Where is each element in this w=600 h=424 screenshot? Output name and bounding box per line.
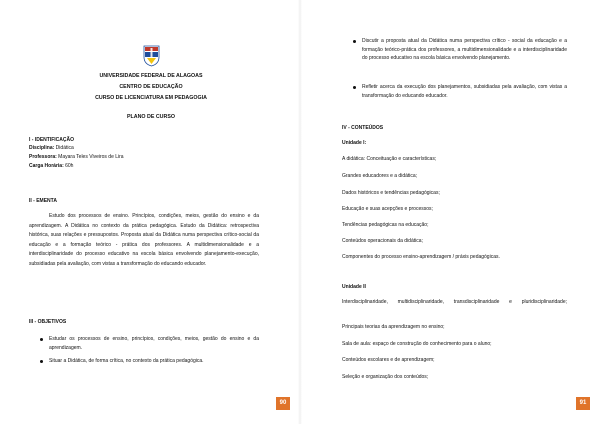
conteudo-item: Tendências pedagógicas na educação; — [342, 222, 429, 228]
unidade-2-title: Unidade II — [342, 284, 366, 290]
conteudo-item: Grandes educadores e a didática; — [342, 173, 418, 179]
conteudo-item: Componentes do processo ensino-aprendizagem / práxis pedagógicas. — [342, 254, 500, 260]
objetivos-heading: III - OBJETIVOS — [29, 319, 67, 325]
ufal-crest-icon — [143, 45, 160, 67]
right-page — [300, 0, 600, 424]
objetivo-item — [362, 83, 567, 100]
objetivo-item — [49, 335, 259, 352]
conteudo-item: Conteúdos escolares e de aprendizagem; — [342, 357, 435, 363]
institution-name: UNIVERSIDADE FEDERAL DE ALAGOAS — [99, 73, 203, 79]
bullet-icon — [40, 360, 43, 363]
conteudo-item: Interdisciplinaridade, multidisciplinaridade, transdisciplinaridade e pluridisciplinaridade; — [342, 299, 567, 305]
bullet-icon — [40, 338, 43, 341]
objetivo-item — [49, 357, 259, 366]
bullet-icon — [353, 40, 356, 43]
objetivo-text: Discutir a proposta atual da Didática numa perspectiva crítico - social da educação e a formação teórico-prática dos professores, a multidimensionalidade e a interdisciplinaridade do processo educativo na escola básica envolvendo planejamento. — [362, 38, 567, 61]
conteudo-item: A didática: Conceituação e características; — [342, 156, 437, 162]
document-title: PLANO DE CURSO — [127, 114, 175, 120]
conteudo-item: Sala de aula: espaço de construção do conhecimento para o aluno; — [342, 341, 492, 347]
carga-horaria-label: Carga Horária: — [29, 163, 64, 169]
professora-label: Professora: — [29, 154, 57, 160]
conteudo-item: Principais teorias da aprendizagem no ensino; — [342, 324, 445, 330]
objetivo-item — [362, 37, 567, 63]
objetivo-text: Situar a Didática, de forma crítica, no contexto da prática pedagógica. — [49, 358, 204, 364]
disciplina-label: Disciplina: — [29, 145, 55, 151]
professora-line — [29, 153, 124, 162]
page-number-left: 90 — [276, 397, 290, 410]
center-name: CENTRO DE EDUCAÇÃO — [119, 84, 183, 90]
course-name: CURSO DE LICENCIATURA EM PEDAGOGIA — [95, 95, 207, 101]
conteudo-item: Dados históricos e tendências pedagógicas; — [342, 190, 440, 196]
professora-value: Mayara Teles Viveiros de Lira — [56, 154, 124, 160]
carga-horaria-value: 60h — [63, 163, 74, 169]
conteudo-item: Educação e suas acepções e processos; — [342, 206, 433, 212]
identificacao-heading: I - IDENTIFICAÇÃO — [29, 137, 74, 143]
page-number-right: 91 — [576, 397, 590, 410]
conteudo-item: Conteúdos operacionais da didática; — [342, 238, 423, 244]
ementa-heading: II - EMENTA — [29, 198, 57, 204]
objetivo-text: Refletir acerca da execução dos planejamentos, subsidiadas pela avaliação, com vistas a transformação do educando educador. — [362, 84, 567, 99]
bullet-icon — [353, 86, 356, 89]
unidade-1-title: Unidade I: — [342, 140, 367, 146]
conteudos-heading: IV - CONTEÚDOS — [342, 125, 384, 131]
carga-horaria-line — [29, 162, 73, 171]
conteudo-item: Seleção e organização dos conteúdos; — [342, 374, 429, 380]
objetivo-text: Estudar os processos de ensino, princípios, condições, meios, gestão do ensino e da aprendizagem. — [49, 336, 259, 351]
disciplina-line — [29, 144, 74, 153]
disciplina-value: Didática — [54, 145, 74, 151]
ementa-text: Estudo dos processos de ensino. Princípios, condições, meios, gestão do ensino e da aprendizagem. A Didática no contexto da prática pedagógica. Estudo da Didática: retrospectiva histórica, suas relações e pressupostos. Proposta atual da Didática numa perspectiva crítico-social da educação e a formação teórico - prática dos professores. A multidimensionalidade e a interdisciplinaridade do processo educativo na escola básica envolvendo planejamento-execução, subsidiadas pela avaliação, com vistas a transformação do educando educador. — [29, 213, 259, 267]
